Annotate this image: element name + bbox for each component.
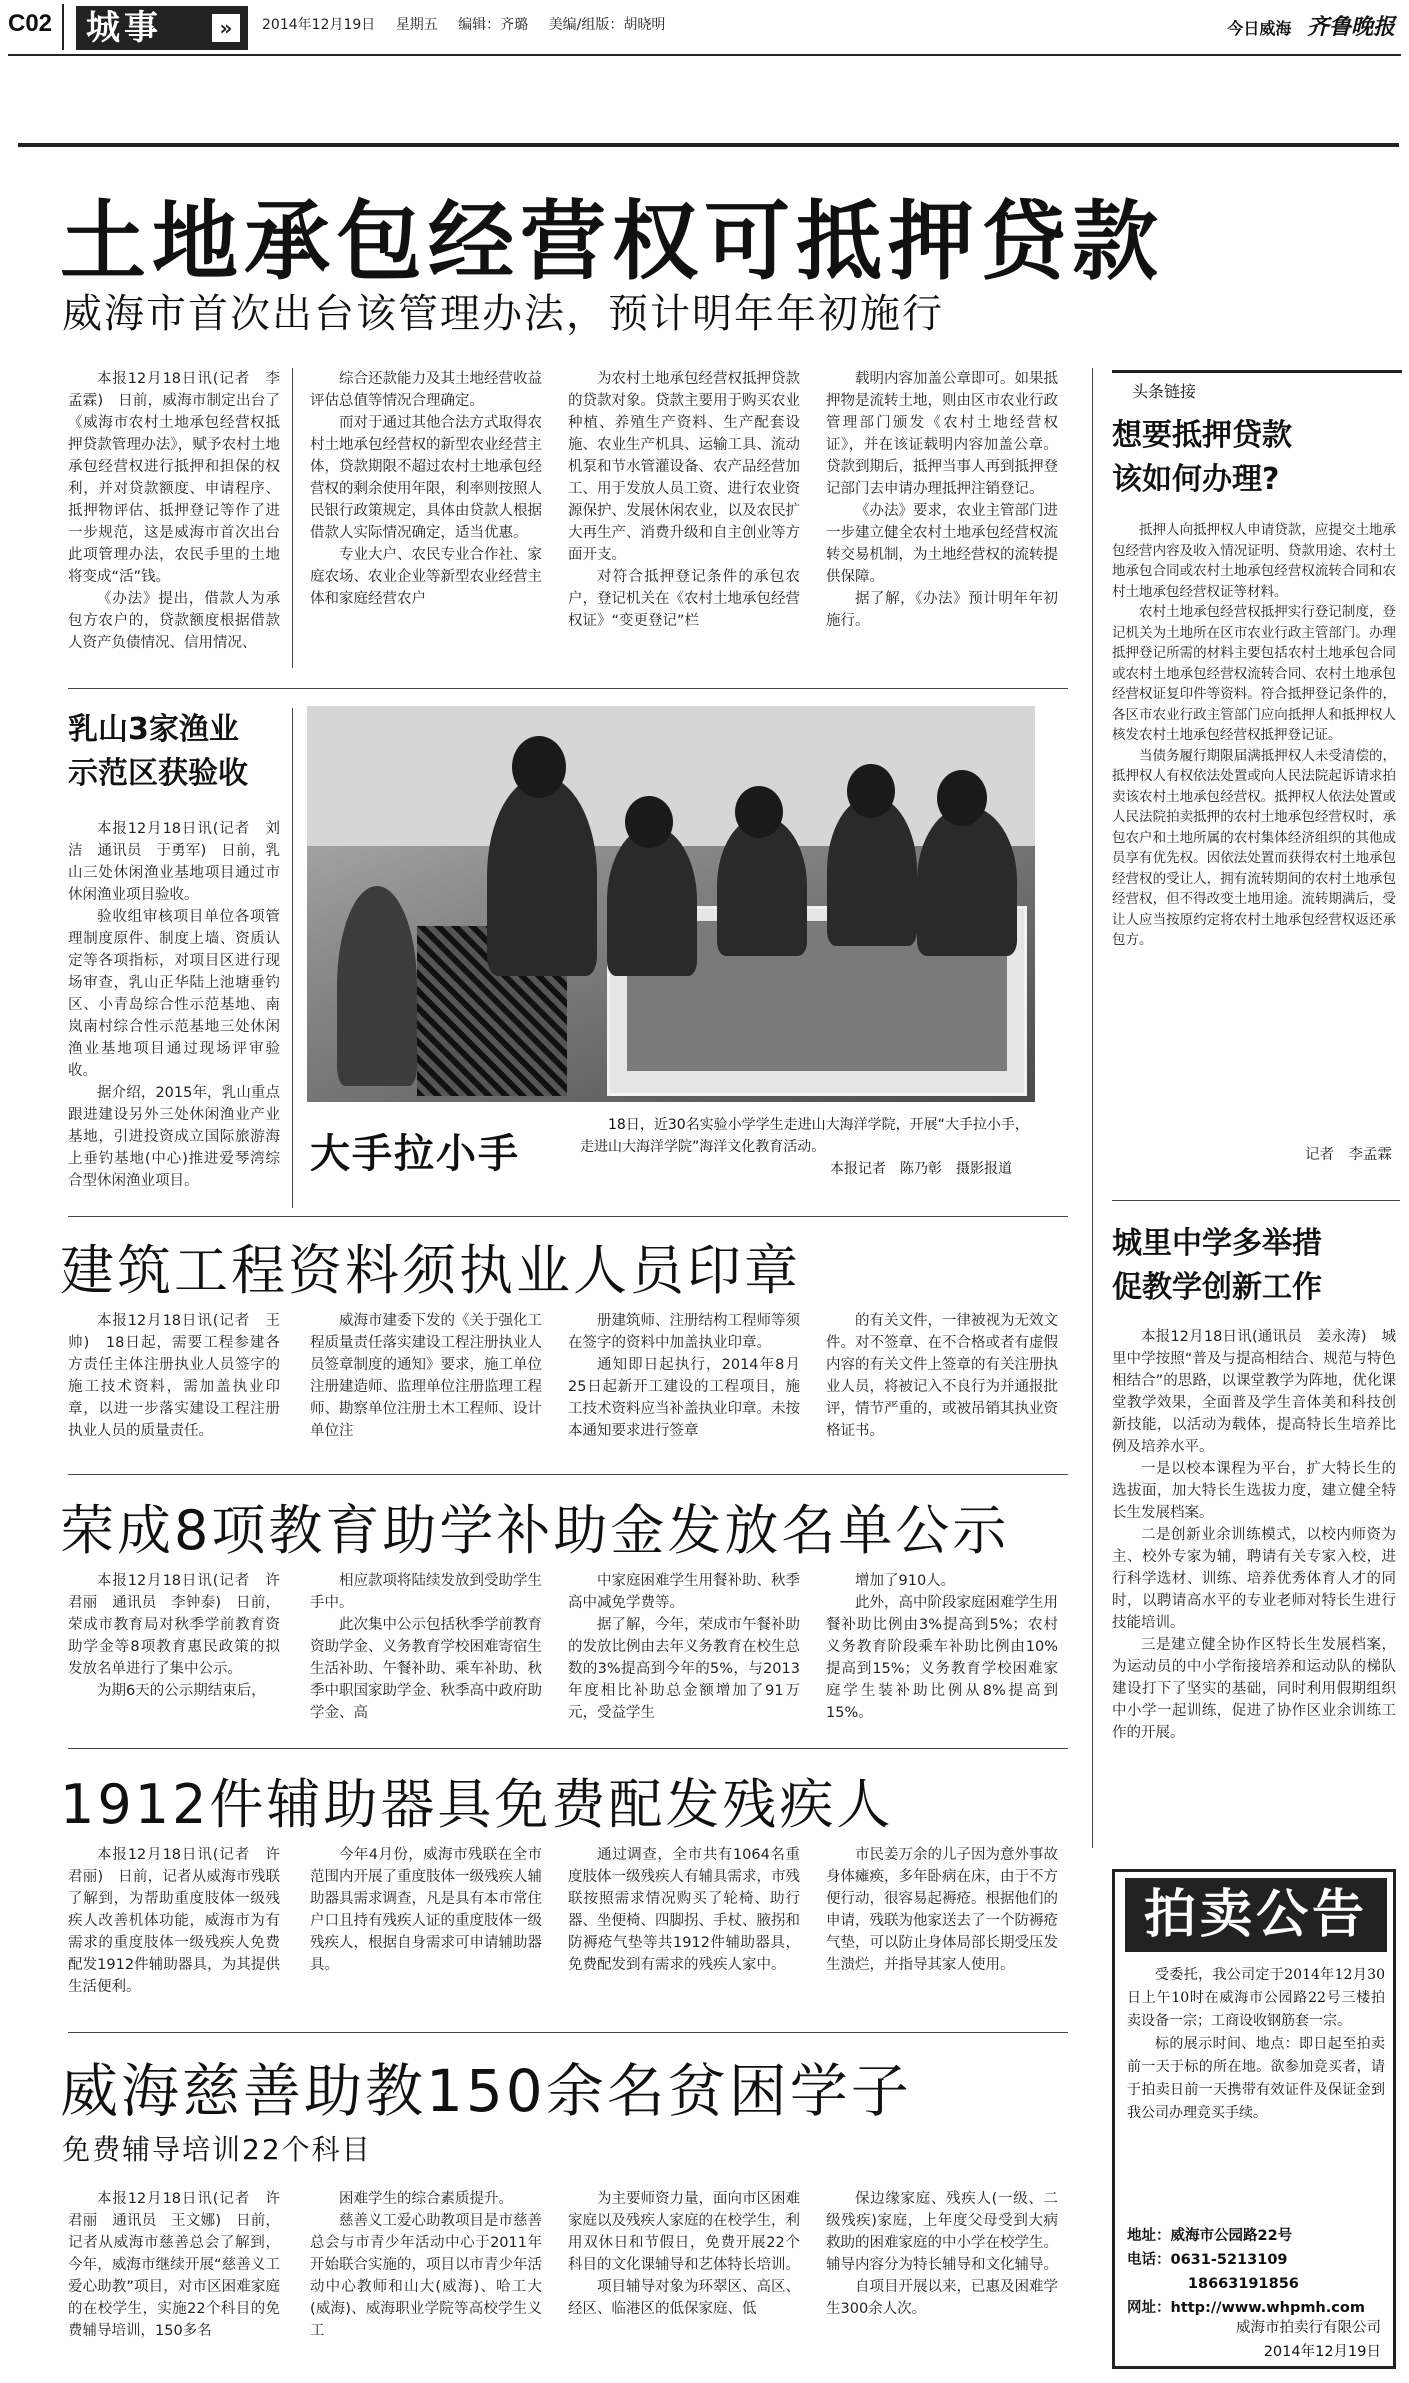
auction-company: 威海市拍卖行有限公司: [1236, 2320, 1381, 2336]
column-rule: [292, 368, 293, 668]
fishery-headline: 乳山3家渔业 示范区获验收: [68, 712, 248, 791]
education-headline: 荣成8项教育助学补助金发放名单公示: [60, 1499, 1010, 1562]
paragraph: 二是创新业余训练模式，以校内师资为主、校外专家为辅，聘请有关专家入校，进行科学选材、训练、培养优秀体育人才的同时，以聘请高水平的专业老师对特长生进行技能培训。: [1112, 1527, 1396, 1631]
column-rule: [1092, 368, 1093, 1848]
construction-column-2: [310, 1310, 542, 1470]
paragraph: 为农村土地承包经营权抵押贷款的贷款对象。贷款主要用于购买农业种植、养殖生产资料、生产配套设施、农业生产机具、运输工具、流动机泵和节水管灌设备、农产品经营加工、用于发放人员工资、进行农业资源保护、发展休闲农业，以及农民扩大再生产、消费升级和自主创业等方面开支。: [568, 371, 800, 563]
newspaper-logo: 齐鲁晚报: [1306, 14, 1395, 40]
section-tag: [76, 6, 248, 50]
paragraph: 据了解，今年，荣成市午餐补助的发放比例由去年义务教育在校生总数的3%提高到今年的5%，与2013年度相比补助总金额增加了91万元，受益学生: [568, 1617, 800, 1721]
sidebar-label: 头条链接: [1112, 370, 1402, 402]
auction-contact: [1127, 2224, 1387, 2320]
paragraph: 此外，高中阶段家庭困难学生用餐补助比例由3%提高到5%；农村义务教育阶段乘车补助比例由10%提高到15%；义务教育学校困难家庭学生装补助比例从8%提高到15%。: [826, 1595, 1058, 1721]
education-column-3: [568, 1570, 800, 1740]
paragraph: 本报12月18日讯(记者 李孟霖) 日前，威海市制定出台了《威海市农村土地承包经营权抵押贷款管理办法》，赋予农村土地承包经营权进行抵押和担保的权利，并对贷款额度、申请程序、抵押物评估、抵押登记等作了进一步规范，这是威海市首次出台此项管理办法，农民手里的土地将变成“活”钱。: [68, 371, 280, 585]
chevron-right-icon: »: [212, 14, 240, 42]
paragraph: 三是建立健全协作区特长生发展档案，为运动员的中小学衔接培养和运动队的梯队建设打下了坚实的基础，同时利用假期组织中小学一起训练，促进了协作区业余训练工作的开展。: [1112, 1637, 1396, 1741]
auction-title: 拍卖公告: [1125, 1878, 1387, 1952]
section-rule: [68, 2032, 1068, 2033]
assist-column-2: [310, 1844, 542, 2024]
paragraph: 为期6天的公示期结束后，: [97, 1683, 266, 1699]
paragraph: 困难学生的综合素质提升。: [339, 2191, 513, 2207]
paragraph: 项目辅导对象为环翠区、高区、经区、临港区的低保家庭、低: [568, 2279, 800, 2317]
paragraph: 此次集中公示包括秋季学前教育资助学金、义务教育学校困难寄宿生生活补助、午餐补助、乘车补助、秋季中职国家助学金、秋季高中政府助学金、高: [310, 1617, 542, 1721]
paragraph: 的有关文件，一律被视为无效文件。对不签章、在不合格或者有虚假内容的有关文件上签章的有关注册执业人员，将被记入不良行为并通报批评，情节严重的，或被吊销其执业资格证书。: [826, 1313, 1058, 1439]
paragraph: 本报12月18日讯(记者 许君丽) 日前，记者从威海市残联了解到，为帮助重度肢体一级残疾人改善机体功能，威海市为有需求的重度肢体一级残疾人免费配发1912件辅助器具，为其提供生活便利。: [68, 1847, 280, 1995]
charity-column-1: [68, 2188, 280, 2374]
section-rule: [68, 1474, 1068, 1475]
editor: 编辑：齐璐: [458, 17, 529, 33]
issue-meta: [262, 14, 681, 34]
paragraph: 《办法》提出，借款人为承包方农户的，贷款额度根据借款人资产负债情况、信用情况、: [68, 591, 280, 651]
section-name: 城事: [86, 8, 162, 48]
charity-column-2: [310, 2188, 542, 2374]
lead-headline: 土地承包经营权可抵押贷款: [60, 192, 1164, 292]
lead-column-3: [568, 368, 800, 678]
issue-weekday: 星期五: [395, 17, 438, 33]
news-photo: [307, 706, 1035, 1102]
paragraph: 本报12月18日讯(记者 王帅) 18日起，需要工程参建各方责任主体注册执业人员签字的施工技术资料，需加盖执业印章，以进一步落实建设工程注册执业人员的质量责任。: [68, 1313, 280, 1439]
paragraph: 对符合抵押登记条件的承包农户，登记机关在《农村土地承包经营权证》“变更登记”栏: [568, 569, 800, 629]
school-headline: 城里中学多举措 促教学创新工作: [1112, 1226, 1322, 1305]
education-column-1: [68, 1570, 280, 1740]
paragraph: 据了解，《办法》预计明年年初施行。: [826, 591, 1058, 629]
page-number: C02: [8, 10, 53, 37]
auction-website: 网址：http://www.whpmh.com: [1127, 2300, 1365, 2316]
paragraph: 《办法》要求，农业主管部门进一步建立健全农村土地承包经营权流转交易机制，为土地经营权的流转提供保障。: [826, 503, 1058, 585]
paragraph: 本报12月18日讯(记者 刘洁 通讯员 于勇军) 日前，乳山三处休闲渔业基地项目通过市休闲渔业项目验收。: [68, 821, 280, 903]
education-column-4: [826, 1570, 1058, 1740]
assist-headline: 1912件辅助器具免费配发残疾人: [60, 1773, 894, 1836]
paragraph: 标的展示时间、地点：即日起至拍卖前一天于标的所在地。欲参加竞买者，请于拍卖日前一天携带有效证件及保证金到我公司办理竞买手续。: [1127, 2036, 1385, 2121]
paragraph: 专业大户、农民专业合作社、家庭农场、农业企业等新型农业经营主体和家庭经营农户: [310, 547, 542, 607]
paragraph: 自项目开展以来，已惠及困难学生300余人次。: [826, 2279, 1058, 2317]
edition-name: 今日威海: [1227, 19, 1292, 38]
paragraph: 本报12月18日讯(记者 许君丽 通讯员 李钟泰) 日前，荣成市教育局对秋季学前教育资助学金等8项教育惠民政策的拟发放名单进行了集中公示。: [68, 1573, 280, 1677]
assist-column-4: [826, 1844, 1058, 2024]
paragraph: 载明内容加盖公章即可。如果抵押物是流转土地，则由区市农业行政管理部门颁发《农村土地经营权证》，并在该证载明内容加盖公章。贷款到期后，抵押当事人再到抵押登记部门去申请办理抵押注销登记。: [826, 371, 1058, 497]
paragraph: 为主要师资力量，面向市区困难家庭以及残疾人家庭的在校学生，利用双休日和节假日，免费开展22个科目的文化课辅导和艺体特长培训。: [568, 2191, 800, 2273]
paragraph: 本报12月18日讯(通讯员 姜永涛) 城里中学按照“普及与提高相结合、规范与特色相结合”的思路，以课堂教学为阵地，优化课堂教学效果，全面普及学生音体美和科技创新技能，以活动为载体，提高特长生培养比例及培养水平。: [1112, 1329, 1396, 1455]
auction-notice: [1112, 1869, 1396, 2369]
divider: [62, 4, 64, 50]
lead-column-4: [826, 368, 1058, 678]
sidebar-body: [1112, 520, 1396, 1144]
charity-headline: 威海慈善助教150余名贫困学子: [60, 2057, 912, 2125]
education-column-2: [310, 1570, 542, 1740]
construction-headline: 建筑工程资料须执业人员印章: [60, 1239, 801, 1302]
fishery-body: [68, 818, 280, 1214]
page-header: [0, 0, 1409, 62]
paragraph: 市民姜万余的儿子因为意外事故身体瘫痪，多年卧病在床，由于不方便行动，很容易起褥疮。根据他们的申请，残联为他家送去了一个防褥疮气垫，可以防止身体局部长期受压发生溃烂，并指导其家人使用。: [826, 1847, 1058, 1973]
paragraph: 慈善义工爱心助教项目是市慈善总会与市青少年活动中心于2011年开始联合实施的，项目以市青少年活动中心教师和山大(威海)、哈工大(威海)、威海职业学院等高校学生义工: [310, 2213, 542, 2339]
paragraph: 中家庭困难学生用餐补助、秋季高中减免学费等。: [568, 1573, 800, 1611]
charity-subheadline: 免费辅导培训22个科目: [62, 2133, 372, 2166]
construction-column-4: [826, 1310, 1058, 1470]
designer: 美编/组版：胡晓明: [548, 17, 666, 33]
column-rule: [292, 708, 293, 1208]
paragraph: 抵押人向抵押权人申请贷款，应提交土地承包经营内容及收入情况证明、贷款用途、农村土地承包合同或农村土地承包经营权流转合同和农村土地承包经营权证等材料。: [1112, 522, 1396, 600]
photo-caption: 18日，近30名实验小学学生走进山大海洋学院，开展“大手拉小手，走进山大海洋学院”海洋文化教育活动。: [580, 1117, 1029, 1155]
paragraph: 通知即日起执行，2014年8月25日起新开工建设的工程项目，施工技术资料应当补盖执业印章。未按本通知要求进行签章: [568, 1357, 800, 1439]
top-rule: [18, 143, 1399, 147]
paragraph: 受委托，我公司定于2014年12月30日上午10时在威海市公园路22号三楼拍卖设备一宗；工商设收钢筋套一宗。: [1127, 1967, 1385, 2029]
charity-column-3: [568, 2188, 800, 2374]
school-body: [1112, 1326, 1396, 1846]
paragraph: 保边缘家庭、残疾人(一级、二级残疾)家庭，上年度父母受到大病救助的困难家庭的中小学在校学生。辅导内容分为特长辅导和文化辅导。: [826, 2191, 1058, 2273]
paragraph: 相应款项将陆续发放到受助学生手中。: [310, 1573, 542, 1611]
assist-column-1: [68, 1844, 280, 2024]
section-rule: [68, 688, 1068, 689]
paragraph: 而对于通过其他合法方式取得农村土地承包经营权的新型农业经营主体，贷款期限不超过农村土地承包经营权的剩余使用年限，利率则按照人民银行政策规定，具体由贷款人根据借款人实际情况确定，适当优惠。: [310, 415, 542, 541]
masthead: [1227, 10, 1395, 41]
paragraph: 通过调查，全市共有1064名重度肢体一级残疾人有辅具需求，市残联按照需求情况购买了轮椅、助行器、坐便椅、四脚拐、手杖、腋拐和防褥疮气垫等共1912件辅助器具，免费配发到有需求的残疾人家中。: [568, 1847, 800, 1973]
construction-column-1: [68, 1310, 280, 1470]
section-rule: [68, 1216, 1068, 1217]
paragraph: 册建筑师、注册结构工程师等须在签字的资料中加盖执业印章。: [568, 1313, 800, 1351]
paragraph: 当债务履行期限届满抵押权人未受清偿的，抵押权人有权依法处置或向人民法院起诉请求拍卖该农村土地承包经营权。抵押权人依法处置或人民法院拍卖抵押的农村土地承包经营权时，承包农户和土地所属的农村集体经济组织的其他成员享有优先权。因依法处置而获得农村土地承包经营权的受让人，拥有流转期间的农村土地承包经营权，但不得改变土地用途。流转期满后，受让人应当按原约定将农村土地承包经营权返还承包方。: [1112, 747, 1396, 948]
lead-column-1: [68, 368, 280, 678]
auction-phone-2: 18663191856: [1187, 2276, 1299, 2292]
paragraph: 农村土地承包经营权抵押实行登记制度，登记机关为土地所在区市农业行政主管部门。办理抵押登记所需的材料主要包括农村土地承包合同或农村土地承包经营权流转合同、农村土地承包经营权证复印件等资料。符合抵押登记条件的，各区市农业行政主管部门应向抵押人和抵押权人核发农村土地承包经营权抵押登记证。: [1112, 604, 1396, 743]
sidebar-headline: 想要抵押贷款 该如何办理?: [1112, 418, 1292, 497]
assist-column-3: [568, 1844, 800, 2024]
paragraph: 增加了910人。: [855, 1573, 956, 1589]
paragraph: 一是以校本课程为平台，扩大特长生的选拔面，加大特长生选拔力度，建立健全特长生发展档案。: [1112, 1461, 1396, 1521]
paragraph: 威海市建委下发的《关于强化工程质量责任落实建设工程注册执业人员签章制度的通知》要求，施工单位注册建造师、监理单位注册监理工程师、勘察单位注册土木工程师、设计单位注: [310, 1313, 542, 1439]
construction-column-3: [568, 1310, 800, 1470]
photo-title: 大手拉小手: [310, 1131, 520, 1177]
auction-signature: [1236, 2316, 1381, 2364]
issue-date: 2014年12月19日: [262, 17, 376, 33]
photo-credit: 本报记者 陈乃彰 摄影报道: [830, 1161, 1012, 1177]
paragraph: 今年4月份，威海市残联在全市范围内开展了重度肢体一级残疾人辅助器具需求调查，凡是具有本市常住户口且持有残疾人证的重度肢体一级残疾人，根据自身需求可申请辅助器具。: [310, 1847, 542, 1973]
auction-date: 2014年12月19日: [1263, 2344, 1381, 2360]
paragraph: 验收组审核项目单位各项管理制度原件、制度上墙、资质认定等各项指标，对项目区进行现场审查，乳山正华陆上池塘垂钓区、小青岛综合性示范基地、南岚南村综合性示范基地三处休闲渔业基地项目通过现场评审验收。: [68, 909, 280, 1079]
lead-subheadline: 威海市首次出台该管理办法，预计明年年初施行: [62, 291, 944, 337]
paragraph: 据介绍，2015年，乳山重点跟进建设另外三处休闲渔业产业基地，引进投资成立国际旅游海上垂钓基地(中心)推进爱琴湾综合型休闲渔业项目。: [68, 1085, 280, 1189]
sidebar-byline: 记者 李孟霖: [1305, 1147, 1392, 1163]
auction-address: 地址：威海市公园路22号: [1127, 2228, 1293, 2244]
auction-body: [1127, 1964, 1385, 2125]
paragraph: 本报12月18日讯(记者 许君丽 通讯员 王文娜) 日前，记者从威海市慈善总会了解到，今年，威海市继续开展“慈善义工爱心助教”项目，对市区困难家庭的在校学生，实施22个科目的免费辅导培训，150多名: [68, 2191, 280, 2339]
header-rule: [8, 54, 1401, 56]
auction-phone: 电话：0631-5213109: [1127, 2252, 1288, 2268]
charity-column-4: [826, 2188, 1058, 2374]
lead-column-2: [310, 368, 542, 678]
paragraph: 综合还款能力及其土地经营收益评估总值等情况合理确定。: [310, 371, 542, 409]
section-rule: [68, 1748, 1068, 1749]
section-rule: [1112, 1200, 1400, 1201]
